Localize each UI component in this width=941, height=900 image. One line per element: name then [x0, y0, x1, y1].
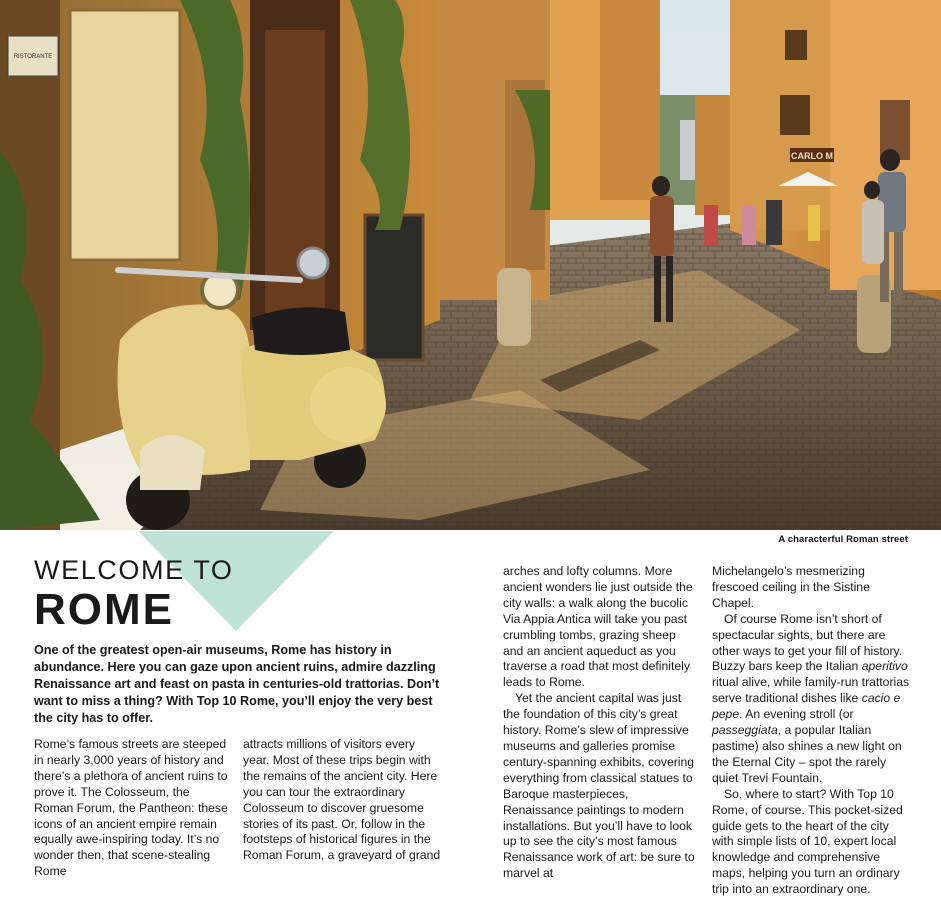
shop-sign-text: CARLO M [791, 151, 833, 161]
body-column-2 [243, 737, 443, 864]
text-run: . An evening stroll (or [739, 707, 854, 722]
heading-city: ROME [34, 585, 174, 634]
italic-term: passeggiata [712, 723, 778, 738]
intro-paragraph: One of the greatest open-air museums, Rome has history in abundance. Here you can gaze upon ancient ruins, admire dazzling Renaissance art and feast on pasta in centuries-old trattorias. Don’t want to miss a thing? With Top 10 Rome, you’ll enjoy the very best the city has to offer. [34, 643, 440, 725]
body-paragraph: So, where to start? With Top 10 Rome, of course. This pocket-sized guide gets to the heart of the city with simple lists of 10, expert local knowledge and comprehensive maps, helping you turn an ordinary trip into an extraordinary one. [712, 786, 903, 897]
text-run: ritual alive, while family-run trattorias serve traditional dishes like [712, 675, 910, 706]
heading-welcome: WELCOME TO [34, 555, 234, 585]
body-column-3 [503, 564, 697, 882]
body-paragraph: Rome’s famous streets are steeped in nearly 3,000 years of history and there’s a plethora of ancient ruins to prove it. The Colosseum, the Roman Forum, the Pantheon: these icons of an ancient empire remain equally awe-inspiring today. It’s no wonder then, that scene-stealing Rome [34, 737, 228, 879]
text-run: Of course Rome isn’t short of spectacular sights, but there are other ways to get your fill of history. Buzzy bars keep the Italian [712, 611, 903, 674]
body-paragraph [712, 612, 912, 787]
plaque-text: RISTORANTE [13, 54, 53, 60]
italic-term: cacio e pepe [712, 691, 901, 722]
body-paragraph: Yet the ancient capital was just the foundation of this city’s great history. Rome’s slew of impressive museums and galleries promise century-spanning exhibits, covering everything from classical statues to Baroque masterpieces, Renaissance paintings to modern installations. But you’ll have to look up to see the city’s most famous Renaissance work of art: be sure to marvel at [503, 691, 695, 881]
body-paragraph: arches and lofty columns. More ancient wonders lie just outside the city walls: a walk along the bucolic Via Appia Antica will take you past crumbling tombs, grazing sheep and an ancient aqueduct as you traverse a road that most definitely leads to Rome. [503, 564, 693, 690]
body-paragraph: Michelangelo’s mesmerizing frescoed ceiling in the Sistine Chapel. [712, 564, 870, 610]
text-run: , a popular Italian pastime) also shines a new light on the Eternal City – spot the rarely quiet Trevi Fountain. [712, 723, 902, 785]
italic-term: aperitivo [861, 659, 908, 674]
body-paragraph: attracts millions of visitors every year. Most of these trips begin with the remains of the ancient city. Here you can tour the extraordinary Colosseum to discover gruesome stories of its past. Or, follow in the footsteps of historical figures in the Roman Forum, a graveyard of grand [243, 737, 441, 863]
photo-caption: A characterful Roman street [778, 534, 908, 545]
body-column-1 [34, 737, 232, 880]
body-column-4 [712, 564, 912, 898]
